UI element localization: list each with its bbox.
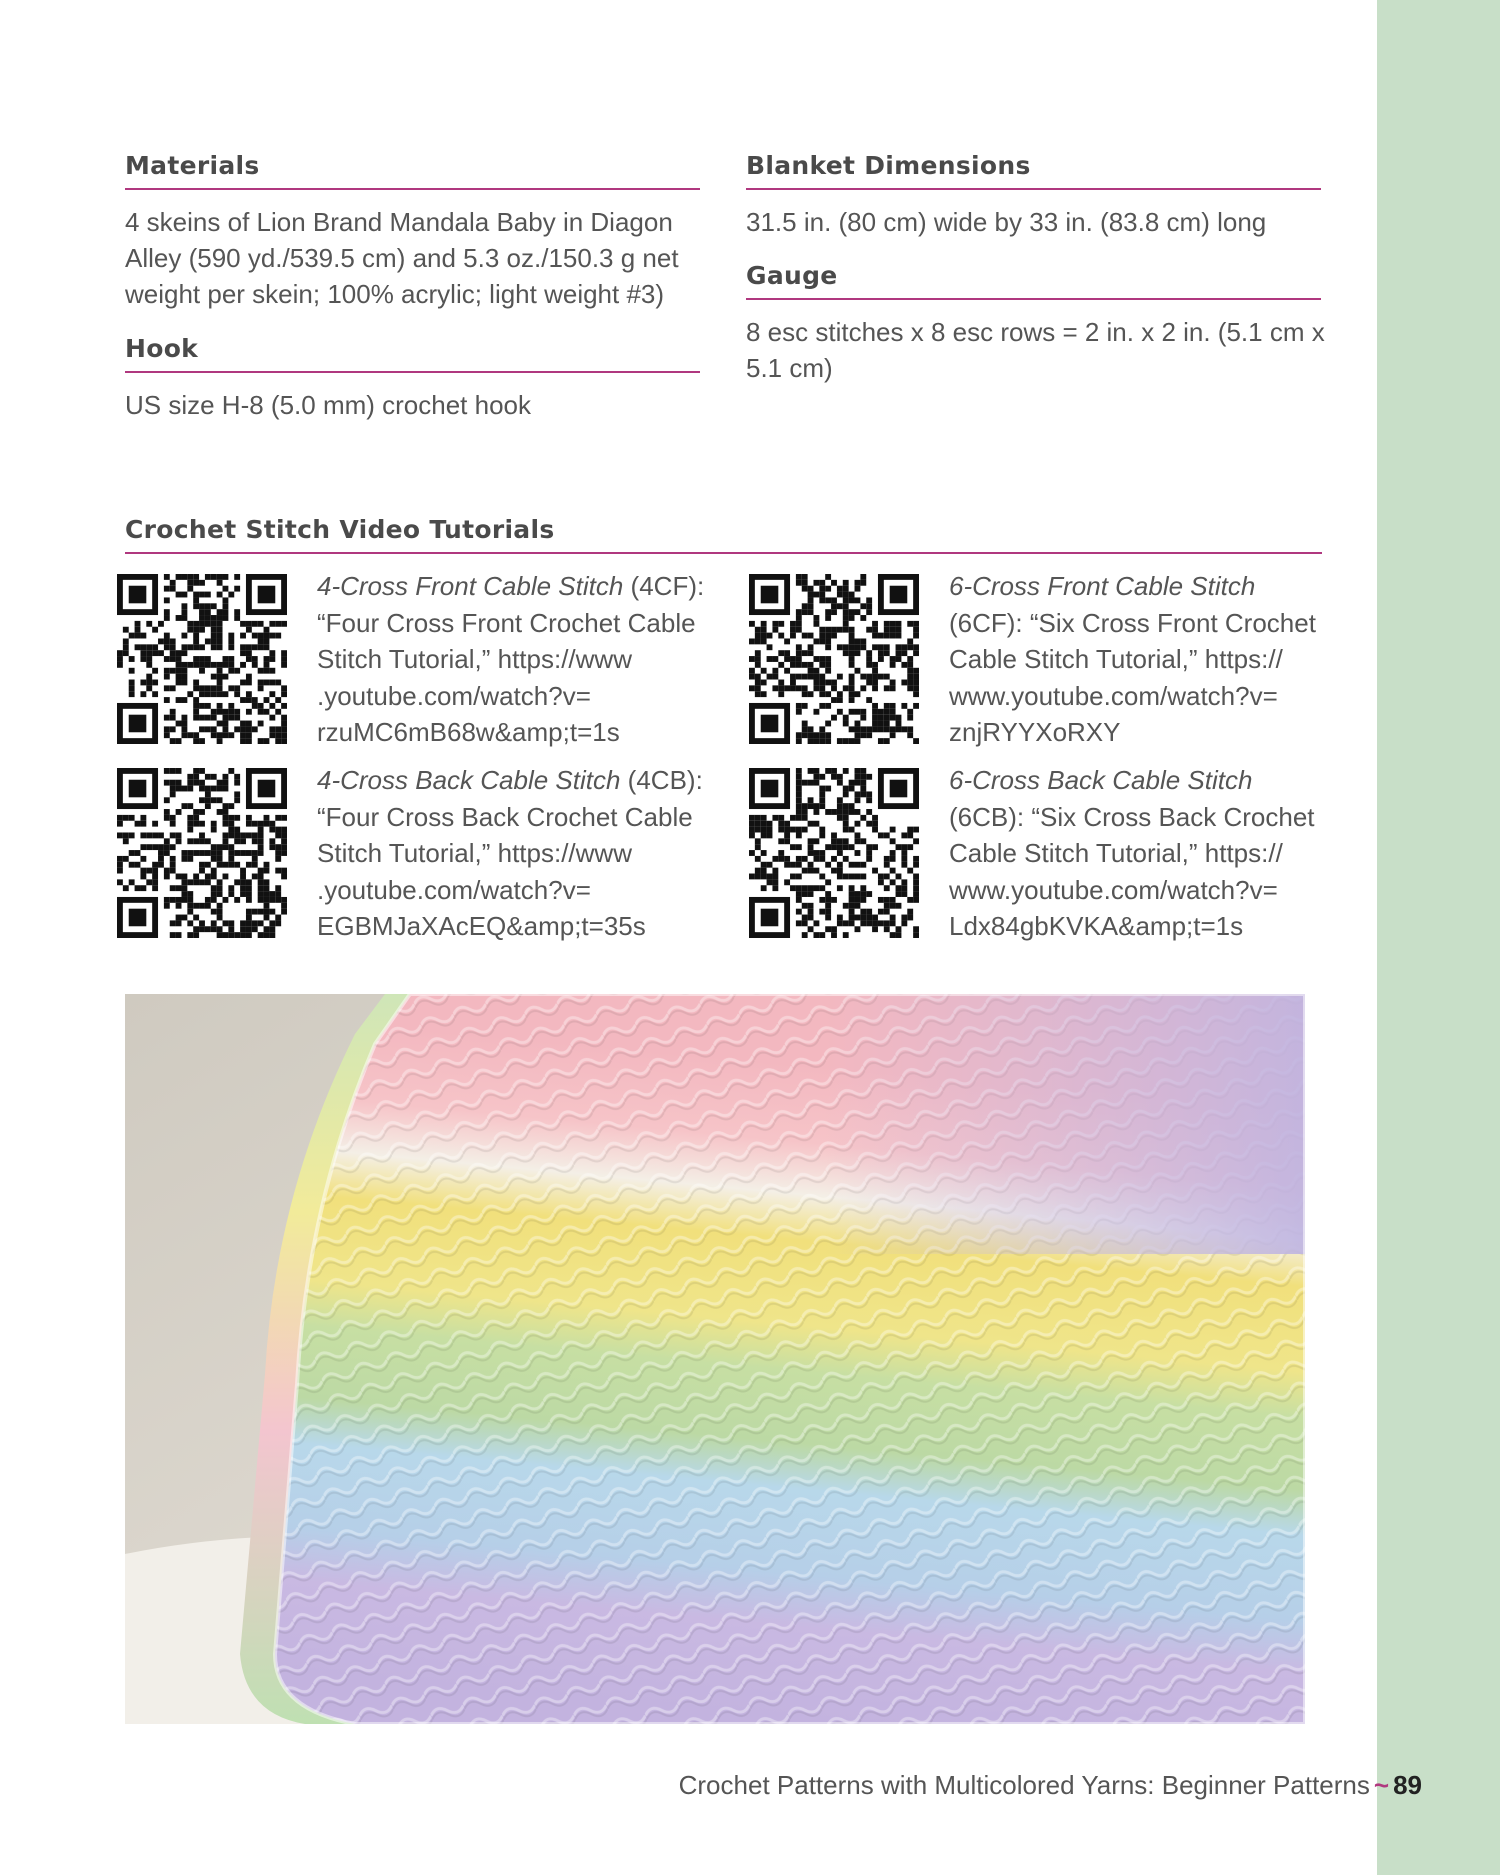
tutorial-text [949, 762, 1349, 945]
tutorial-line: Stitch Tutorial,” https://www [317, 644, 632, 674]
tutorial-line: www.youtube.com/watch?v= [949, 874, 1278, 905]
qr-code-icon[interactable] [117, 574, 287, 744]
page-footer [679, 1770, 1422, 1801]
materials-line: 4 skeins of Lion Brand Mandala Baby in Diagon [125, 207, 673, 237]
tutorial-line: (6CF): “Six Cross Front Crochet [949, 607, 1316, 638]
tutorial-line: www.youtube.com/watch?v= [949, 680, 1278, 711]
gauge-section [746, 261, 1325, 386]
dimensions-section [746, 152, 1321, 240]
tutorial-link[interactable]: Ldx84gbKVKA&amp;t=1s [949, 911, 1244, 941]
gauge-text [746, 314, 1325, 386]
tutorial-line: .youtube.com/watch?v= [317, 874, 591, 905]
tutorial-title: 4-Cross Back Cable Stitch [317, 765, 621, 795]
tutorials-heading: Crochet Stitch Video Tutorials [125, 516, 1322, 554]
hook-section [125, 335, 700, 423]
materials-line: Alley (590 yd./539.5 cm) and 5.3 oz./150.3 g net [125, 243, 679, 273]
tutorial-line: Cable Stitch Tutorial,” https:// [949, 838, 1283, 868]
qr-code-icon[interactable] [117, 768, 287, 938]
tutorial-line: Stitch Tutorial,” https://www [317, 838, 632, 868]
materials-heading: Materials [125, 152, 700, 190]
tutorial-line: .youtube.com/watch?v= [317, 680, 591, 711]
materials-section [125, 152, 700, 312]
tutorial-title: 6-Cross Front Cable Stitch [949, 571, 1256, 601]
blanket-photo [125, 994, 1305, 1724]
materials-line: weight per skein; 100% acrylic; light weight #3) [125, 279, 665, 309]
tutorial-line: (4CF): [623, 571, 705, 601]
materials-text [125, 204, 700, 312]
gauge-heading: Gauge [746, 262, 1321, 300]
tutorial-link[interactable]: EGBMJaXAcEQ&amp;t=35s [317, 911, 646, 941]
tutorial-title: 6-Cross Back Cable Stitch [949, 765, 1253, 795]
gauge-line: 5.1 cm) [746, 353, 833, 383]
tutorial-link[interactable]: rzuMC6mB68w&amp;t=1s [317, 717, 620, 747]
tutorial-link[interactable]: znjRYYXoRXY [949, 717, 1121, 747]
tutorial-line: “Four Cross Back Crochet Cable [317, 801, 693, 832]
tutorial-text [949, 568, 1349, 751]
tutorial-item-6cb [749, 765, 1329, 948]
tutorial-line: “Four Cross Front Crochet Cable [317, 607, 696, 638]
footer-title: Crochet Patterns with Multicolored Yarns: Beginner Patterns [678, 1770, 1370, 1800]
qr-code-icon[interactable] [749, 768, 919, 938]
hook-text: US size H-8 (5.0 mm) crochet hook [125, 390, 532, 420]
footer-separator: ~ [1373, 1770, 1390, 1800]
tutorial-text [317, 568, 717, 751]
dimensions-text: 31.5 in. (80 cm) wide by 33 in. (83.8 cm) long [746, 207, 1267, 237]
hook-heading: Hook [125, 335, 700, 373]
dimensions-heading: Blanket Dimensions [746, 152, 1321, 190]
tutorial-line: (4CB): [620, 765, 703, 795]
tutorial-line: (6CB): “Six Cross Back Crochet [949, 801, 1315, 832]
qr-code-icon[interactable] [749, 574, 919, 744]
tutorial-title: 4-Cross Front Cable Stitch [317, 571, 624, 601]
tutorial-text [317, 762, 717, 945]
tutorial-item-4cf [117, 571, 705, 754]
tutorials-section [125, 516, 1322, 554]
tutorial-line: Cable Stitch Tutorial,” https:// [949, 644, 1283, 674]
page-number: 89 [1393, 1770, 1422, 1800]
tutorial-item-4cb [117, 765, 703, 948]
tutorial-item-6cf [749, 571, 1329, 754]
gauge-line: 8 esc stitches x 8 esc rows = 2 in. x 2 in. (5.1 cm x [746, 317, 1325, 347]
side-color-band [1377, 0, 1500, 1875]
